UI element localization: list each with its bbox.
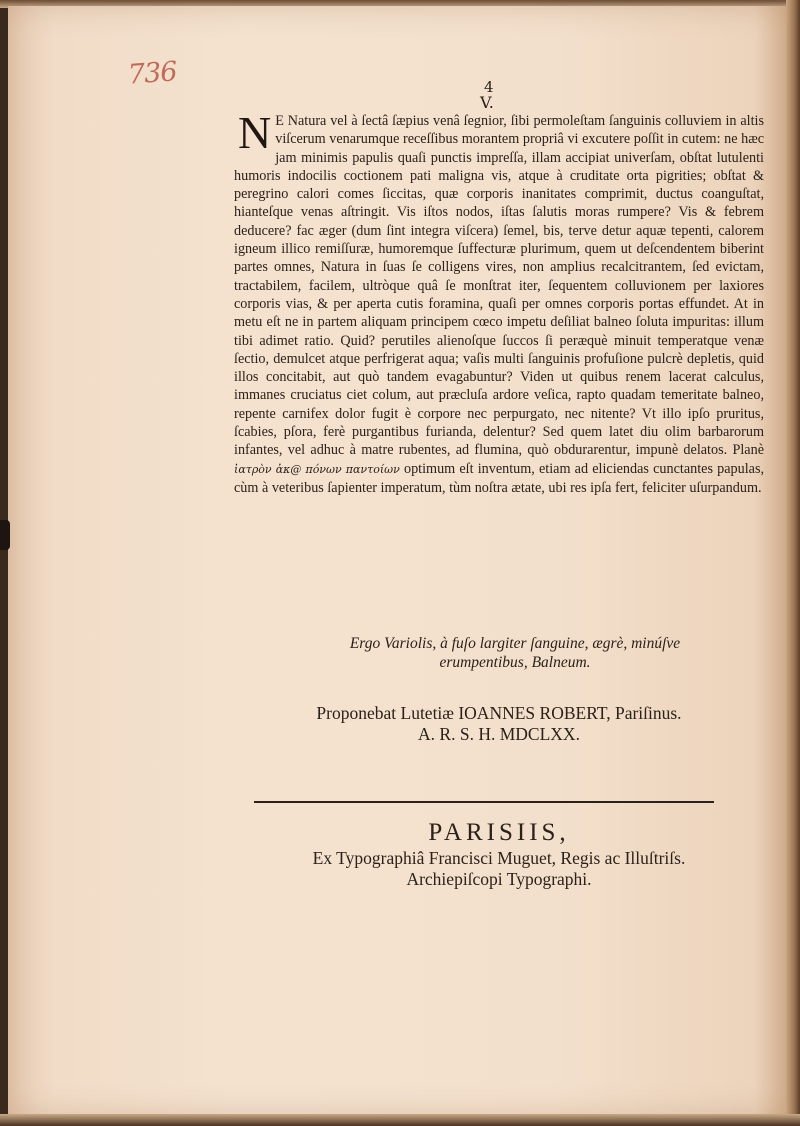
imprint-line-1: Ex Typographiâ Francisci Muguet, Regis ac Illuſtriſs. [312, 848, 686, 868]
greek-phrase: ἰατρὸν ἀκ@ πόνων παντοίων [234, 462, 400, 476]
defense-statement [234, 703, 764, 745]
conclusion [280, 634, 750, 672]
body-text: E Natura vel à ſectâ ſæpius venâ ſegnior, ſibi permoleſtam ſanguinis colluviem in altis viſcerum venarumque receſſibus morantem propriâ vi excutere poſſit in cutem: ne hæc jam minimis papulis quaſi punctis impreſſa, illam accipiat univerſam, obſtat lutulenti humoris indocilis coctionem pati maligna vis, atque à cruditate orta pigrities; obſtat & peregrino calori comes ſiccitas, quæ corporis inanitates comprimit, ductus coanguſtat, hianteſque venas aſtringit. Vis iſtos nodos, iſtas ſalutis moras rumpere? Vis & febrem deducere? fac æger (dum ſint integra viſcera) ſemel, bis, terve detur aquæ tepenti, calorem igneum illico remiſſuræ, humoremque ſuffecturæ plurimum, quem ut deſcendentem biberint partes omnes, Natura in ſuas ſe colligens vires, non amplius recalcitrantem, ſed evictam, tractabilem, facilem, ultròque quâ ſe monſtrat iter, ſequentem colluvionem per laxiores corporis vias, & per aperta cutis foramina, quaſi per omnes corporis portas effundet. At in metu eſt ne in partem aliquam principem cœco impetu deſiliat balneo ſoluta impuritas: illum tibi adimet ratio. Quid? perutiles alienoſque ſuccos ſi peræquè minuit temperatque venæ ſectio, demulcet atque perfrigerat aqua; vaſis multi ſanguinis profuſione pulcrè depletis, quid illos concitabit, aut quò tandem evagabuntur? Viden ut quibus renem lacerat calculus, immanes cruciatus ciet colum, aut præcluſa ardore veſica, rapto quadam temeritate balneo, repente carnifex dolor fugit è corpore nec perpurgato, nec nitente? Vt illo ipſo pruritus, ſcabies, pſora, ferè purgantibus furianda, delentur? Sed quem latet diu olim barbarorum infantes, vel adhuc à matre rubentes, ad flumina, quò obdurarentur, impunè delatos. Planè [234, 113, 764, 459]
conclusion-line-2: erumpentibus, Balneum. [439, 654, 591, 671]
book-binding-edge [786, 0, 800, 1126]
imprint-city: PARISIIS, [428, 819, 570, 846]
section-number: V. [480, 93, 494, 112]
defense-line-2: A. R. S. H. MDCLXX. [418, 724, 580, 744]
defense-line-1: Proponebat Lutetiæ IOANNES ROBERT, Pariſinus. [316, 703, 682, 723]
horizontal-rule [254, 801, 714, 803]
body-text-end: optimum eſt inventum, etiam ad eliciendas cunctantes papulas, cùm à veteribus ſapienter imperatum, tùm noſtra ætate, ubi res ipſa fert, feliciter uſurpandum. [234, 460, 765, 496]
page-number: 4 [484, 78, 494, 96]
body-paragraph [234, 107, 765, 497]
handwritten-folio-mark: 736 [126, 56, 178, 91]
left-margin-mark [0, 520, 10, 550]
page-bottom-edge [0, 1114, 800, 1126]
conclusion-line-1: Ergo Variolis, à fuſo largiter ſanguine, ægrè, minúſve [349, 635, 681, 652]
imprint-line-2: Archiepiſcopi Typographi. [406, 869, 592, 889]
drop-cap: N [238, 107, 272, 158]
imprint [234, 818, 764, 890]
